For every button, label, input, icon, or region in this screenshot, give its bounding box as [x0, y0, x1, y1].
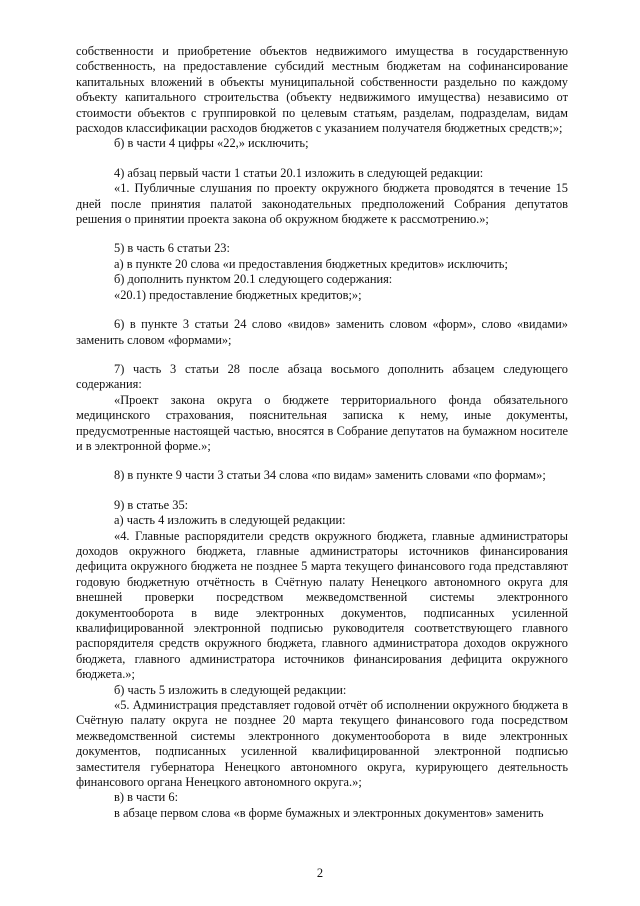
paragraph-quote-1: «1. Публичные слушания по проекту окружного бюджета проводятся в течение 15 дней после принятия палатой законодательных предположений Собрания депутатов решения о принятии проекта закона об окружном бюджете к рассмотрению.»;	[76, 181, 568, 227]
paragraph-item-5a: а) в пункте 20 слова «и предоставления бюджетных кредитов» исключить;	[114, 256, 508, 271]
paragraph-item-9v: в) в части 6:	[114, 790, 179, 805]
paragraph-item-9: 9) в статье 35:	[114, 497, 189, 512]
document-body	[76, 44, 568, 821]
paragraph-item-b: б) в части 4 цифры «22,» исключить;	[114, 136, 309, 151]
paragraph-continuation: собственности и приобретение объектов недвижимого имущества в государственную собственность, на предоставление субсидий местным бюджетам на софинансирование капитальных вложений в объекты муниципальной собственности раздельно по каждому объекту капитального строительства (объекту недвижимого имущества) независимо от стоимости объектов с группировкой по целевым статьям, разделам, подразделам, видам расходов классификации расходов бюджетов с указанием получателя бюджетных средств;»;	[76, 44, 568, 136]
paragraph-item-9v-text: в абзаце первом слова «в форме бумажных и электронных документов» заменить	[114, 805, 544, 820]
paragraph-quote-20-1: «20.1) предоставление бюджетных кредитов;»;	[114, 287, 362, 302]
paragraph-item-6: 6) в пункте 3 статьи 24 слово «видов» заменить словом «форм», слово «видами» заменить словом «формами»;	[76, 317, 568, 347]
page-number: 2	[316, 866, 324, 880]
paragraph-item-7: 7) часть 3 статьи 28 после абзаца восьмого дополнить абзацем следующего содержания:	[76, 361, 568, 392]
paragraph-item-8: 8) в пункте 9 части 3 статьи 34 слова «по видам» заменить словами «по формам»;	[114, 468, 546, 483]
paragraph-quote-project: «Проект закона округа о бюджете территориального фонда обязательного медицинского страхования, пояснительная записка к нему, иные документы, предусмотренные настоящей частью, вносятся в Собрание депутатов на бумажном носителе и в электронной форме.»;	[76, 392, 568, 453]
paragraph-item-9a: а) часть 4 изложить в следующей редакции:	[114, 513, 346, 528]
paragraph-item-9b: б) часть 5 изложить в следующей редакции:	[114, 682, 347, 697]
paragraph-item-5b: б) дополнить пунктом 20.1 следующего содержания:	[114, 272, 393, 287]
paragraph-quote-4: «4. Главные распорядители средств окружного бюджета, главные администраторы доходов окружного бюджета, главные администраторы источников финансирования дефицита окружного бюджета не позднее 5 марта текущего финансового года представляют годовую бюджетную отчётность в Счётную палату Ненецкого автономного округа для внешней проверки посредством межведомственной системы электронного документооборота в виде электронных документов, подписанных усиленной квалифицированной электронной подписью руководителя соответствующего главного распорядителя средств окружного бюджета, главного администратора доходов окружного бюджета, главного администратора источников финансирования дефицита окружного бюджета.»;	[76, 528, 568, 682]
paragraph-item-4: 4) абзац первый части 1 статьи 20.1 изложить в следующей редакции:	[114, 165, 484, 180]
paragraph-quote-5: «5. Администрация представляет годовой отчёт об исполнении окружного бюджета в Счётную палату округа не позднее 20 марта текущего финансового года посредством межведомственной системы электронного документооборота в виде электронных документов, подписанных усиленной квалифицированной электронной подписью заместителя губернатора Ненецкого автономного округа, курирующего деятельность финансового органа Ненецкого автономного округа.»;	[76, 698, 568, 790]
paragraph-item-5: 5) в часть 6 статьи 23:	[114, 241, 230, 256]
